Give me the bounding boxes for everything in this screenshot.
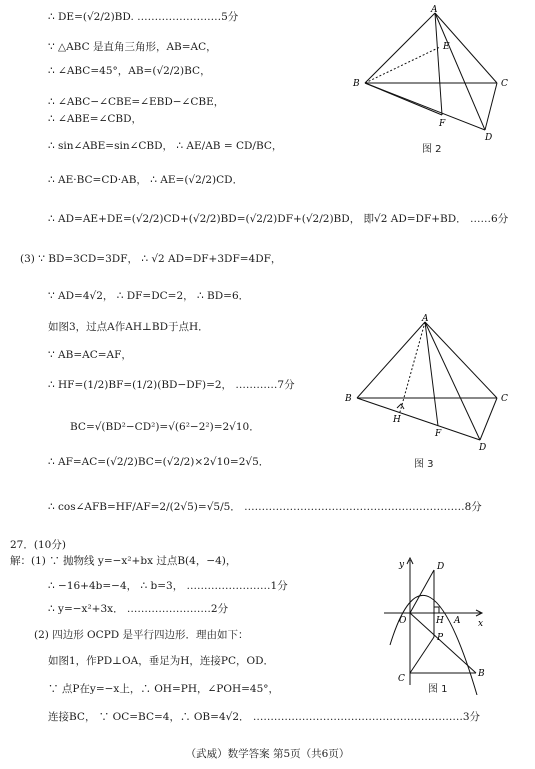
line-16: ∴ cos∠AFB=HF/AF=2/(2√5)=√5/5． ………………………………………………………8分 [48, 501, 482, 513]
line-18: 解：(1) ∵ 抛物线 y=−x²+bx 过点B(4，−4)， [10, 555, 237, 567]
line-7: ∴ AE·BC=CD·AB， ∴ AE=(√2/2)CD． [48, 174, 244, 186]
line-20: ∴ y=−x²+3x． ……………………2分 [48, 603, 229, 615]
fig2-label-A: A [431, 5, 438, 15]
line-9: (3) ∵ BD=3CD=3DF， ∴ √2 AD=DF+3DF=4DF， [20, 253, 282, 265]
fig1-label-x: x [478, 619, 484, 629]
line-14: BC=√(BD²−CD²)=√(6²−2²)=2√10． [70, 421, 260, 433]
fig1-label-O: O [399, 616, 407, 626]
line-19: ∴ −16+4b=−4， ∴ b=3， ……………………1分 [48, 580, 288, 592]
line-24: 连接BC， ∵ OC=BC=4，∴ OB=4√2． ……………………………………………………3分 [48, 711, 481, 723]
page-footer: （武威）数学答案 第5页（共6页） [185, 748, 350, 760]
line-23: ∵ 点P在y=−x上，∴ OH=PH，∠POH=45°， [48, 683, 280, 695]
fig3-label-H: H [393, 415, 401, 425]
fig3-caption: 图 3 [414, 459, 434, 470]
fig3-label-C: C [501, 394, 508, 404]
fig1-caption: 图 1 [428, 684, 448, 695]
line-2: ∵ △ABC 是直角三角形，AB=AC， [48, 41, 217, 53]
fig1-label-A: A [454, 616, 461, 626]
line-4: ∴ ∠ABC−∠CBE=∠EBD−∠CBE， [48, 96, 225, 108]
fig1-label-B: B [478, 669, 485, 679]
fig3-label-F: F [435, 429, 442, 439]
line-12: ∵ AB=AC=AF， [48, 349, 132, 361]
fig2-caption: 图 2 [422, 144, 442, 155]
fig1-label-y: y [399, 560, 405, 570]
line-11: 如图3，过点A作AH⊥BD于点H． [48, 321, 209, 333]
fig1-label-D: D [437, 562, 445, 572]
figure-1 [382, 555, 502, 695]
line-8: ∴ AD=AE+DE=(√2/2)CD+(√2/2)BD=(√2/2)DF+(√2/2)BD， 即√2 AD=DF+BD． ……6分 [48, 213, 509, 225]
line-6: ∴ sin∠ABE=sin∠CBD， ∴ AE/AB = CD/BC， [48, 140, 283, 152]
fig3-label-B: B [345, 394, 352, 404]
fig1-label-H: H [436, 616, 444, 626]
fig3-label-A: A [422, 314, 429, 324]
fig2-label-F: F [439, 119, 446, 129]
fig2-label-B: B [353, 79, 360, 89]
fig1-label-P: P [437, 633, 444, 643]
line-17: 27．(10分) [10, 539, 66, 551]
line-15: ∴ AF=AC=(√2/2)BC=(√2/2)×2√10=2√5． [48, 456, 270, 468]
line-3: ∴ ∠ABC=45°，AB=(√2/2)BC， [48, 65, 211, 77]
line-1: ∴ DE=(√2/2)BD. ……………………5分 [48, 11, 239, 23]
fig1-label-C: C [398, 674, 405, 684]
line-5: ∴ ∠ABE=∠CBD， [48, 113, 143, 125]
line-10: ∵ AD=4√2， ∴ DF=DC=2， ∴ BD=6． [48, 290, 250, 302]
figure-2 [345, 5, 520, 145]
figure-3 [345, 312, 520, 452]
line-21: (2) 四边形 OCPD 是平行四边形．理由如下： [34, 629, 249, 641]
fig3-label-D: D [479, 443, 487, 452]
line-22: 如图1，作PD⊥OA，垂足为H，连接PC，OD． [48, 655, 275, 667]
fig2-label-C: C [501, 79, 508, 89]
fig2-label-D: D [485, 133, 493, 143]
line-13: ∴ HF=(1/2)BF=(1/2)(BD−DF)=2， …………7分 [48, 379, 295, 391]
fig2-label-E: E [443, 42, 450, 52]
